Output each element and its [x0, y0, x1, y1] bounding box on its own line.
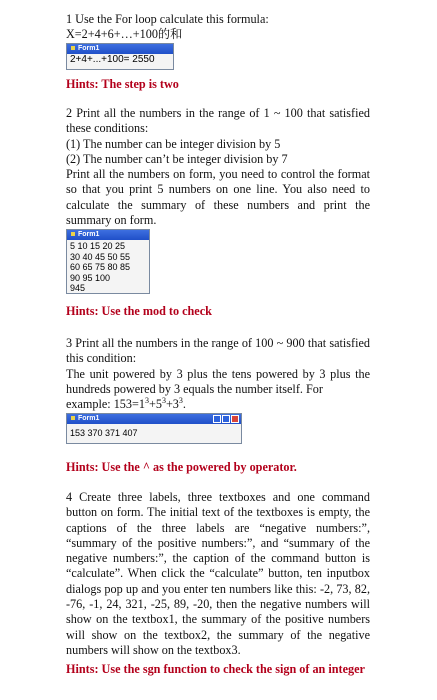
q2-condition-1: (1) The number can be integer division by 5	[66, 136, 281, 151]
q3-form-window	[66, 413, 242, 444]
q2-output-line: 90 95 100	[70, 272, 111, 283]
q1-form-window	[66, 43, 174, 70]
q2-intro: 2 Print all the numbers in the range of 1 ~ 100 that satisfied these conditions:	[66, 106, 370, 136]
q2-hint: Hints: Use the mod to check	[66, 304, 212, 318]
q3-form-title: Form1	[78, 415, 100, 422]
close-icon[interactable]	[231, 415, 239, 423]
q4-description: 4 Create three labels, three textboxes and one command button on form. The initial text of the textboxes is empty, the captions of the three labels are “negative numbers:”, “summary of the positive numbers:”, and “summary of the negative numbers:”, the caption of the command button is “calculate”. When click the “calculate” button, ten inputbox dialogs pop up and you enter ten numbers like this: -2, 73, 82, -76, -1, 24, 321, -25, 89, -20, then the negative numbers will show on the textbox1, the summary of the positive numbers will show on the textbox2, the summary of the negative numbers will show on the textbox3.	[66, 490, 370, 657]
q3-hint: Hints: Use the ^ as the powered by operator.	[66, 460, 297, 474]
form-icon	[71, 416, 75, 420]
q3-example: example: $153=1^3+5^3+3^3$.	[66, 396, 186, 412]
q2-form-titlebar	[67, 230, 149, 240]
q3-intro: 3 Print all the numbers in the range of 100 ~ 900 that satisfied this condition:	[66, 336, 370, 366]
q2-output-line: 60 65 75 80 85	[70, 262, 131, 272]
q1-form-title: Form1	[78, 45, 100, 52]
question-2	[66, 106, 370, 228]
minimize-icon[interactable]	[213, 415, 221, 423]
q4-hint: Hints: Use the sgn function to check the sign of an integer	[66, 662, 365, 677]
q2-details: Print all the numbers on form, you need to control the format so that you print 5 numbers on one line. You also need to calculate the summary of these numbers and print the summary on form.	[66, 167, 370, 228]
q2-output-line: 5 10 15 20 25	[70, 241, 126, 251]
q2-output-line: 30 40 45 50 55	[70, 251, 131, 262]
q3-condition: The unit powered by 3 plus the tens powered by 3 plus the hundreds powered by 3 equals the number itself. For	[66, 366, 370, 396]
q3-form-output: 153 370 371 407	[70, 428, 138, 438]
q1-form-output: 2+4+...+100= 2550	[70, 54, 155, 65]
q2-condition-2: (2) The number can’t be integer division by 7	[66, 151, 288, 166]
form-icon	[71, 46, 75, 50]
question-1	[66, 12, 370, 43]
q2-form-output	[67, 240, 149, 295]
question-3	[66, 336, 370, 412]
q1-formula: X=2+4+6+…+100的和	[66, 27, 183, 42]
form-icon	[71, 232, 75, 236]
q1-instruction: 1 Use the For loop calculate this formula:	[66, 12, 269, 26]
q2-form-window	[66, 229, 150, 294]
window-controls	[213, 415, 239, 423]
maximize-icon[interactable]	[222, 415, 230, 423]
q3-form-titlebar	[67, 414, 241, 424]
q1-hint: Hints: The step is two	[66, 77, 179, 91]
q1-form-titlebar	[67, 44, 173, 54]
question-4	[66, 490, 370, 677]
q2-form-title: Form1	[78, 231, 100, 238]
q2-output-line: 945	[70, 283, 86, 293]
